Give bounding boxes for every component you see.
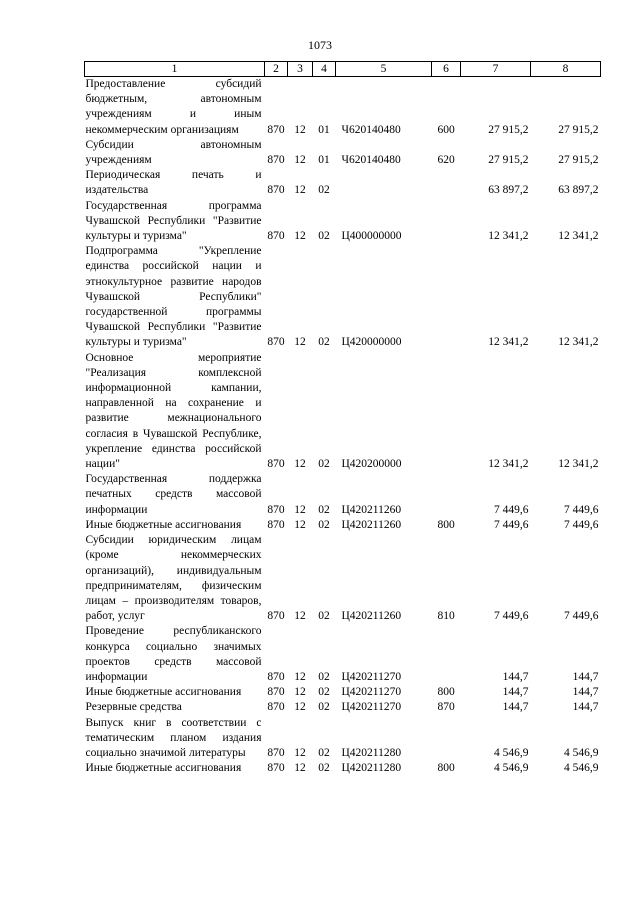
amount-col-7: 12 341,2 — [488, 458, 529, 471]
table-row — [85, 624, 601, 685]
expense-type-code — [432, 168, 461, 198]
section-code: 12 — [294, 503, 306, 516]
target-article-code: Ц420200000 — [341, 458, 402, 471]
table-row — [85, 761, 601, 776]
table-row — [85, 351, 601, 473]
ministry-code: 870 — [267, 670, 285, 683]
column-header: 2 — [265, 62, 288, 77]
subsection-code: 02 — [318, 518, 330, 531]
subsection-code: 01 — [318, 154, 330, 167]
table-row — [85, 533, 601, 624]
column-header: 8 — [531, 62, 601, 77]
target-article-code: Ц420211280 — [341, 746, 402, 759]
column-header: 6 — [432, 62, 461, 77]
target-article-code: Ц420211260 — [341, 610, 402, 623]
amount-col-7: 12 341,2 — [488, 336, 529, 349]
ministry-code: 870 — [267, 503, 285, 516]
ministry-code: 870 — [267, 762, 285, 775]
ministry-code: 870 — [267, 230, 285, 243]
section-code: 12 — [294, 610, 306, 623]
amount-col-8: 4 546,9 — [564, 762, 599, 775]
subsection-code: 02 — [318, 458, 330, 471]
amount-col-8: 12 341,2 — [558, 336, 599, 349]
row-name: Периодическая печать и издательства — [85, 169, 262, 197]
table-row — [85, 199, 601, 245]
target-article-code: Ц420211260 — [341, 503, 402, 516]
expense-type-code — [432, 351, 461, 473]
target-article-code: Ц420211270 — [341, 670, 402, 683]
ministry-code: 870 — [267, 458, 285, 471]
amount-col-7: 27 915,2 — [488, 154, 529, 167]
amount-col-8: 144,7 — [572, 670, 599, 683]
row-name: Иные бюджетные ассигнования — [85, 762, 242, 775]
ministry-code: 870 — [267, 123, 285, 136]
ministry-code: 870 — [267, 610, 285, 623]
section-code: 12 — [294, 762, 306, 775]
section-code: 12 — [294, 123, 306, 136]
row-name: Выпуск книг в соответствии с тематическим планом издания социально значимой литературы — [85, 716, 262, 759]
amount-col-7: 12 341,2 — [488, 230, 529, 243]
ministry-code: 870 — [267, 686, 285, 699]
table-row — [85, 244, 601, 350]
section-code: 12 — [294, 701, 306, 714]
expense-type-code — [432, 716, 461, 762]
table-row — [85, 716, 601, 762]
section-code: 12 — [294, 230, 306, 243]
ministry-code: 870 — [267, 336, 285, 349]
amount-col-7: 7 449,6 — [494, 518, 529, 531]
row-name: Предоставление субсидий бюджетным, автономным учреждениям и иным некоммерческим организациям — [85, 78, 262, 136]
target-article-code: Ц400000000 — [341, 230, 402, 243]
subsection-code: 02 — [318, 336, 330, 349]
row-name: Иные бюджетные ассигнования — [85, 686, 242, 699]
amount-col-7: 144,7 — [502, 686, 529, 699]
row-name: Субсидии юридическим лицам (кроме некоммерческих организаций), индивидуальным предпринимателям, физическим лицам – производителям товаров, работ, услуг — [85, 534, 262, 623]
expense-type-code: 800 — [437, 762, 455, 775]
amount-col-7: 27 915,2 — [488, 123, 529, 136]
ministry-code: 870 — [267, 154, 285, 167]
amount-col-8: 12 341,2 — [558, 458, 599, 471]
amount-col-8: 63 897,2 — [558, 184, 599, 197]
row-name: Государственная программа Чувашской Республики "Развитие культуры и туризма" — [85, 199, 262, 243]
row-name: Государственная поддержка печатных средств массовой информации — [85, 473, 262, 516]
amount-col-8: 7 449,6 — [564, 610, 599, 623]
section-code: 12 — [294, 670, 306, 683]
table-row — [85, 138, 601, 168]
amount-col-8: 12 341,2 — [558, 230, 599, 243]
subsection-code: 02 — [318, 670, 330, 683]
target-article-code: Ц420211260 — [341, 518, 402, 531]
table-row — [85, 168, 601, 198]
expense-type-code: 800 — [437, 518, 455, 531]
column-header: 4 — [313, 62, 336, 77]
ministry-code: 870 — [267, 184, 285, 197]
table-row — [85, 518, 601, 533]
table-body — [85, 77, 601, 777]
section-code: 12 — [294, 336, 306, 349]
amount-col-7: 7 449,6 — [494, 503, 529, 516]
section-code: 12 — [294, 746, 306, 759]
amount-col-7: 4 546,9 — [494, 762, 529, 775]
amount-col-8: 27 915,2 — [558, 154, 599, 167]
subsection-code: 02 — [318, 610, 330, 623]
expense-type-code: 800 — [437, 686, 455, 699]
amount-col-7: 144,7 — [502, 701, 529, 714]
expense-type-code — [432, 199, 461, 245]
table-row — [85, 700, 601, 715]
row-name: Основное мероприятие "Реализация комплексной информационной кампании, направленной на сохранение и развитие межнационального согласия в Чувашской Республике, укрепление единства российской нации" — [85, 351, 262, 471]
row-name: Резервные средства — [85, 701, 182, 714]
subsection-code: 02 — [318, 503, 330, 516]
section-code: 12 — [294, 184, 306, 197]
subsection-code: 02 — [318, 184, 330, 197]
column-header: 7 — [461, 62, 531, 77]
table-row — [85, 77, 601, 138]
table-row — [85, 685, 601, 700]
target-article-code: Ц420211270 — [341, 686, 402, 699]
target-article-code — [336, 168, 432, 198]
amount-col-7: 4 546,9 — [494, 746, 529, 759]
amount-col-8: 7 449,6 — [564, 503, 599, 516]
target-article-code: Ч620140480 — [341, 154, 401, 167]
section-code: 12 — [294, 686, 306, 699]
amount-col-8: 7 449,6 — [564, 518, 599, 531]
expense-type-code: 870 — [437, 701, 455, 714]
section-code: 12 — [294, 154, 306, 167]
table-header-row — [85, 62, 601, 77]
section-code: 12 — [294, 518, 306, 531]
subsection-code: 02 — [318, 701, 330, 714]
amount-col-7: 7 449,6 — [494, 610, 529, 623]
expense-type-code — [432, 244, 461, 350]
amount-col-8: 144,7 — [572, 701, 599, 714]
amount-col-7: 144,7 — [502, 670, 529, 683]
subsection-code: 02 — [318, 746, 330, 759]
amount-col-8: 27 915,2 — [558, 123, 599, 136]
target-article-code: Ч620140480 — [341, 123, 401, 136]
budget-table — [84, 61, 601, 776]
column-header: 1 — [85, 62, 265, 77]
target-article-code: Ц420000000 — [341, 336, 402, 349]
subsection-code: 02 — [318, 686, 330, 699]
ministry-code: 870 — [267, 701, 285, 714]
subsection-code: 02 — [318, 230, 330, 243]
expense-type-code — [432, 472, 461, 518]
expense-type-code: 600 — [437, 123, 455, 136]
ministry-code: 870 — [267, 746, 285, 759]
row-name: Подпрограмма "Укрепление единства российской нации и этнокультурное развитие народов Чувашской Республики" государственной программы Чувашской Республики "Развитие культуры и туризма" — [85, 245, 262, 349]
table-row — [85, 472, 601, 518]
target-article-code: Ц420211270 — [341, 701, 402, 714]
amount-col-7: 63 897,2 — [488, 184, 529, 197]
section-code: 12 — [294, 458, 306, 471]
expense-type-code: 620 — [437, 154, 455, 167]
row-name: Субсидии автономным учреждениям — [85, 138, 262, 167]
target-article-code: Ц420211280 — [341, 762, 402, 775]
column-header: 3 — [288, 62, 313, 77]
amount-col-8: 4 546,9 — [564, 746, 599, 759]
ministry-code: 870 — [267, 518, 285, 531]
subsection-code: 01 — [318, 123, 330, 136]
expense-type-code: 810 — [437, 610, 455, 623]
column-header: 5 — [336, 62, 432, 77]
row-name: Проведение республиканского конкурса социально значимых проектов средств массовой информации — [85, 625, 262, 683]
amount-col-8: 144,7 — [572, 686, 599, 699]
row-name: Иные бюджетные ассигнования — [85, 518, 242, 531]
expense-type-code — [432, 624, 461, 685]
page-number: 1073 — [308, 38, 332, 52]
subsection-code: 02 — [318, 762, 330, 775]
